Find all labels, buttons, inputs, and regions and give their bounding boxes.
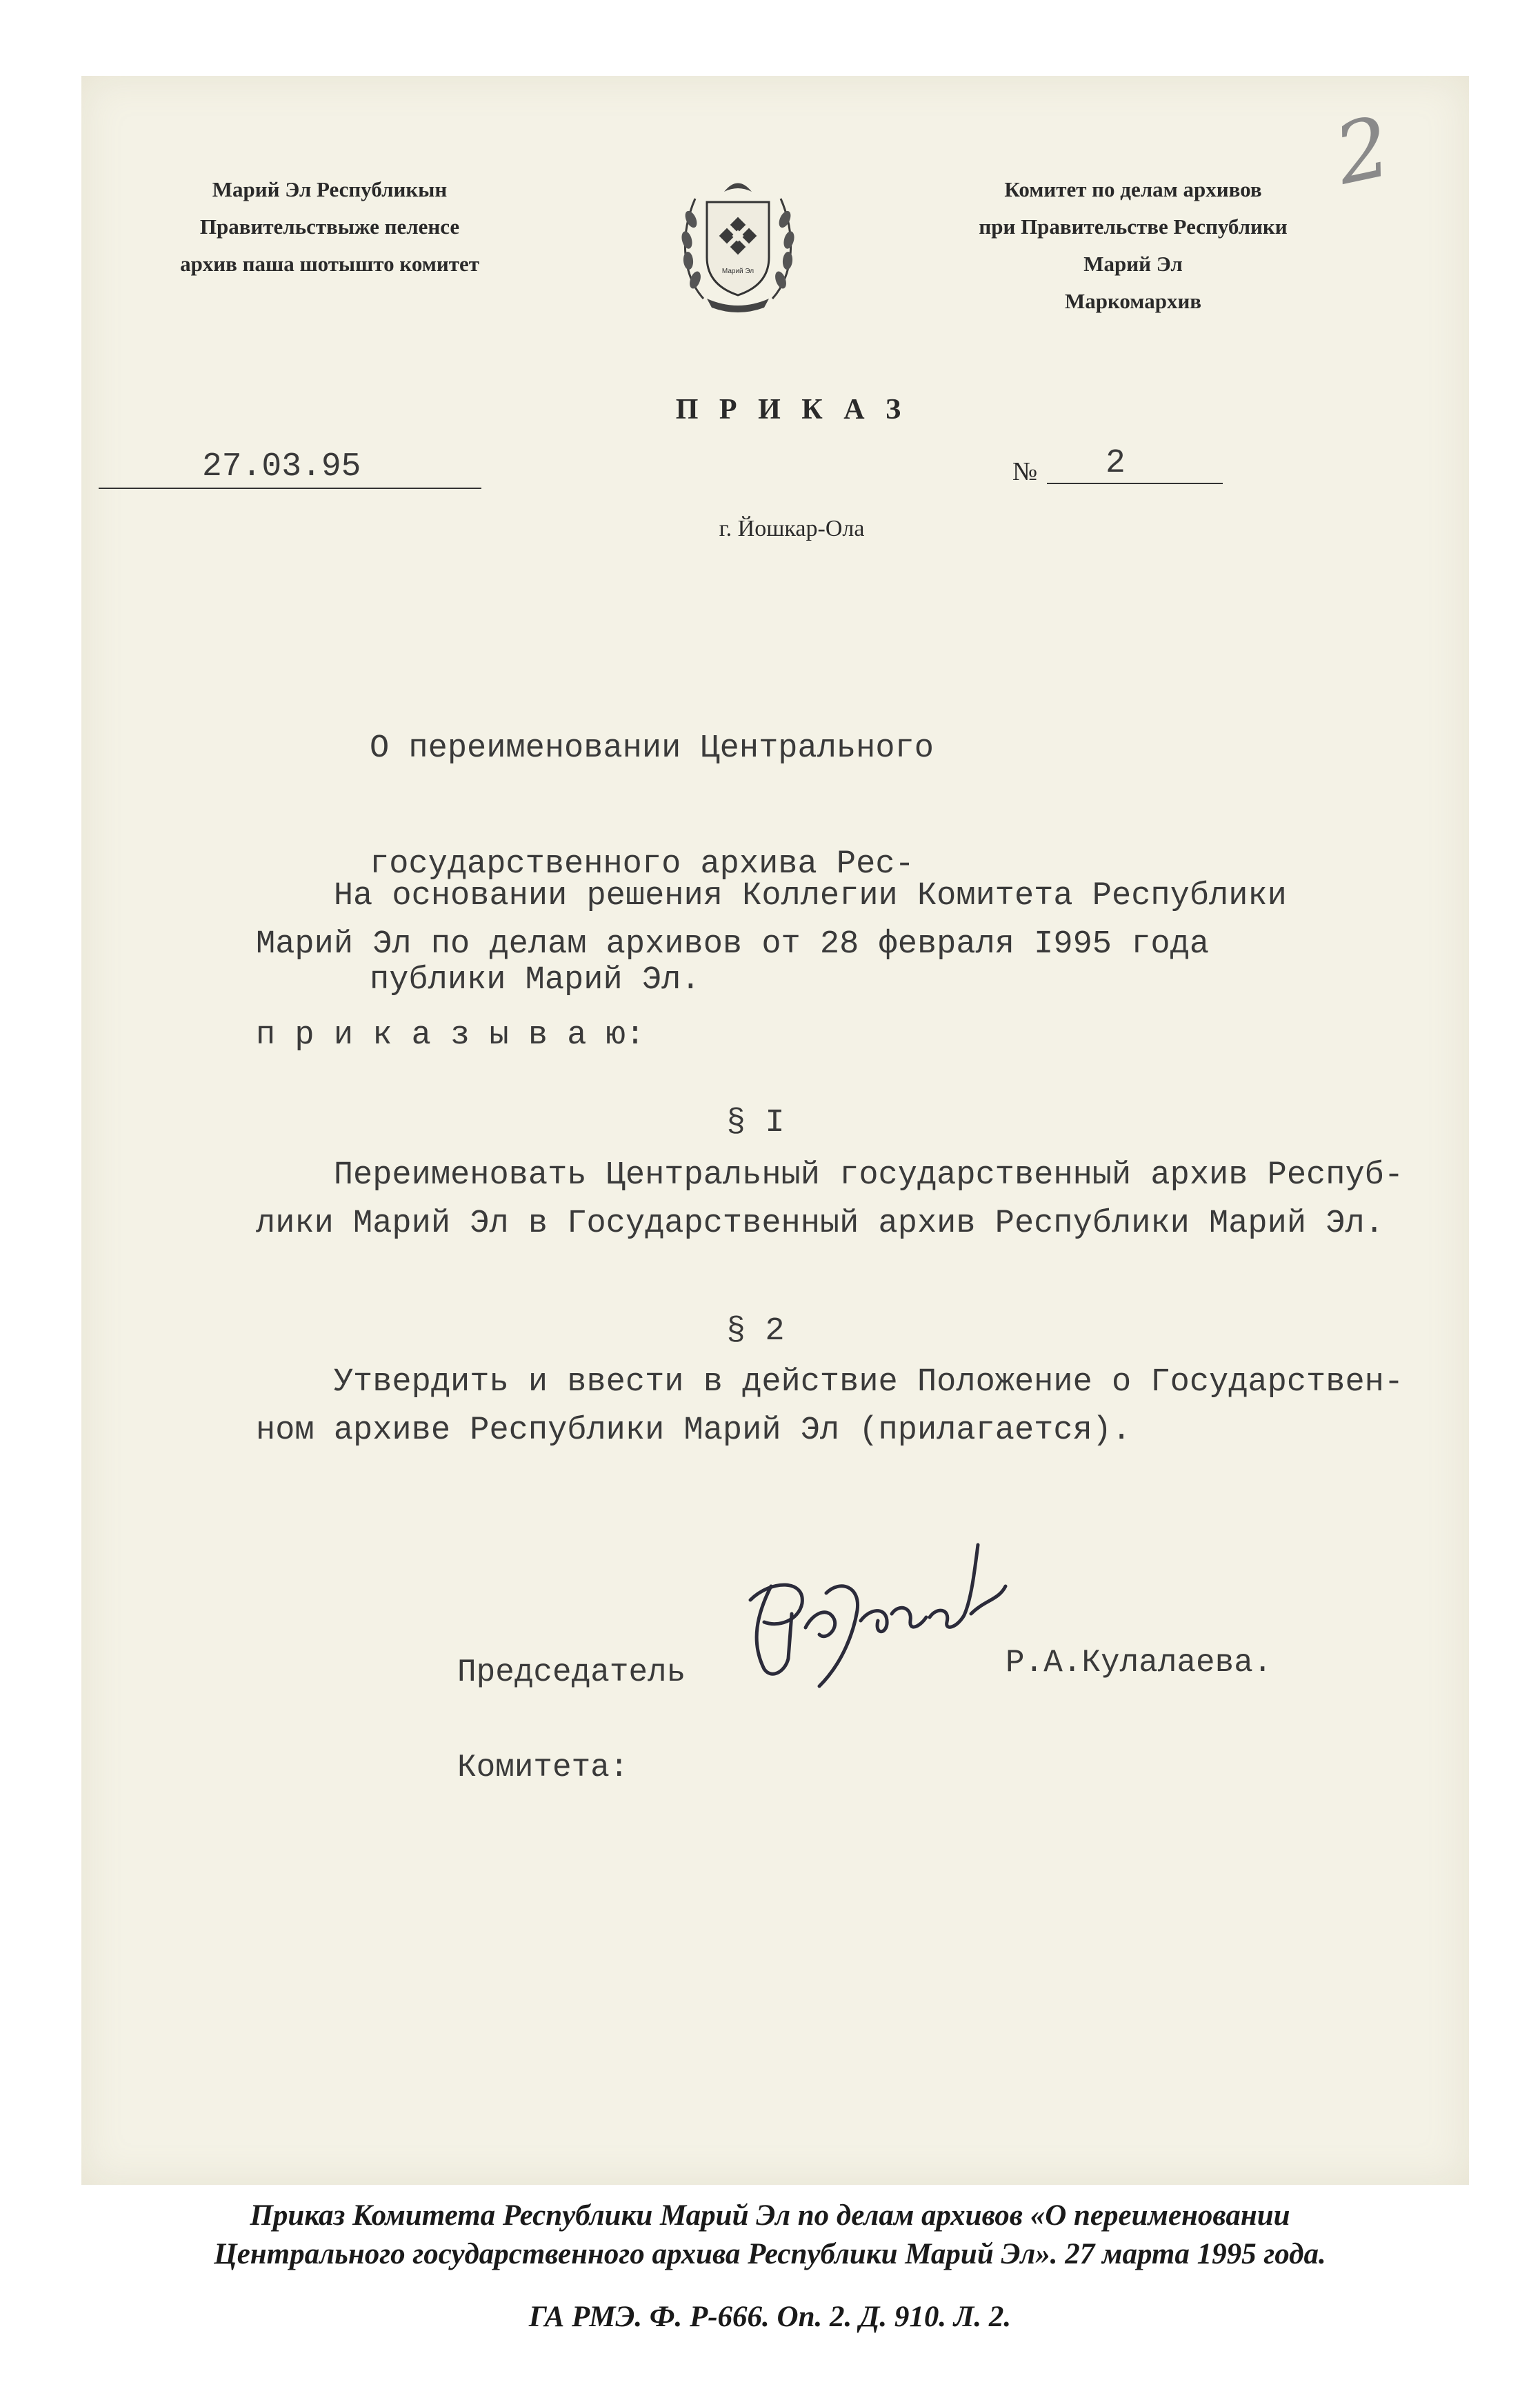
header-left-line: Правительствыже пеленсе bbox=[199, 214, 460, 239]
order-date: 27.03.95 bbox=[202, 448, 361, 486]
subject-line: О переименовании Центрального bbox=[370, 730, 934, 767]
section-line: ном архиве Республики Марий Эл (прилагается). bbox=[256, 1412, 1132, 1449]
emblem-icon bbox=[676, 171, 800, 316]
coat-of-arms-emblem bbox=[676, 171, 800, 316]
header-right-line: Марий Эл bbox=[1083, 252, 1183, 276]
order-subject bbox=[370, 652, 934, 1077]
signatory-position-line: Комитета: bbox=[457, 1750, 629, 1786]
section-line: Переименовать Центральный государственный архив Респуб- bbox=[256, 1157, 1404, 1194]
header-right-line: при Правительстве Республики bbox=[979, 214, 1288, 239]
subject-line: публики Марий Эл. bbox=[370, 962, 701, 999]
section-mark: § I bbox=[726, 1105, 785, 1141]
caption-line: Приказ Комитета Республики Марий Эл по делам архивов «О переименовании bbox=[250, 2199, 1290, 2232]
handwritten-page-mark: 2 bbox=[1327, 99, 1399, 204]
order-number: 2 bbox=[1106, 445, 1126, 482]
header-left-line: Марий Эл Республикын bbox=[212, 177, 448, 201]
number-underline bbox=[1047, 483, 1223, 484]
archive-reference: ГА РМЭ. Ф. Р-666. Оп. 2. Д. 910. Л. 2. bbox=[528, 2301, 1012, 2333]
section-line: лики Марий Эл в Государственный архив Республики Марий Эл. bbox=[256, 1206, 1384, 1242]
section-mark: § 2 bbox=[726, 1313, 785, 1350]
header-right-line: Маркомархив bbox=[1064, 289, 1202, 313]
date-underline bbox=[99, 488, 481, 489]
header-left-line: архив паша шотышто комитет bbox=[180, 252, 479, 276]
section-line: Утвердить и ввести в действие Положение о Государствен- bbox=[256, 1364, 1404, 1401]
caption-line: Центрального государственного архива Республики Марий Эл». 27 марта 1995 года. bbox=[214, 2238, 1326, 2270]
header-right-line: Комитет по делам архивов bbox=[1004, 177, 1262, 201]
signatory-name: Р.А.Кулалаева. bbox=[1006, 1645, 1272, 1681]
header-right bbox=[919, 171, 1347, 320]
signatory-position bbox=[457, 1593, 686, 1847]
preamble-line: На основании решения Коллегии Комитета Республики bbox=[256, 878, 1287, 914]
header-left bbox=[123, 171, 537, 283]
order-number-label: № bbox=[1012, 457, 1038, 486]
handwritten-signature bbox=[723, 1531, 1054, 1697]
order-command: п р и к а з ы в а ю: bbox=[256, 1017, 646, 1054]
signatory-position-line: Председатель bbox=[457, 1654, 686, 1690]
subject-line: государственного архива Рес- bbox=[370, 846, 914, 883]
preamble-line: Марий Эл по делам архивов от 28 февраля I995 года bbox=[256, 926, 1210, 963]
document-sheet bbox=[81, 76, 1469, 2185]
emblem-text: Марий Эл bbox=[721, 268, 754, 275]
order-title: П Р И К А З bbox=[675, 394, 908, 426]
order-city: г. Йошкар-Ола bbox=[719, 516, 865, 541]
